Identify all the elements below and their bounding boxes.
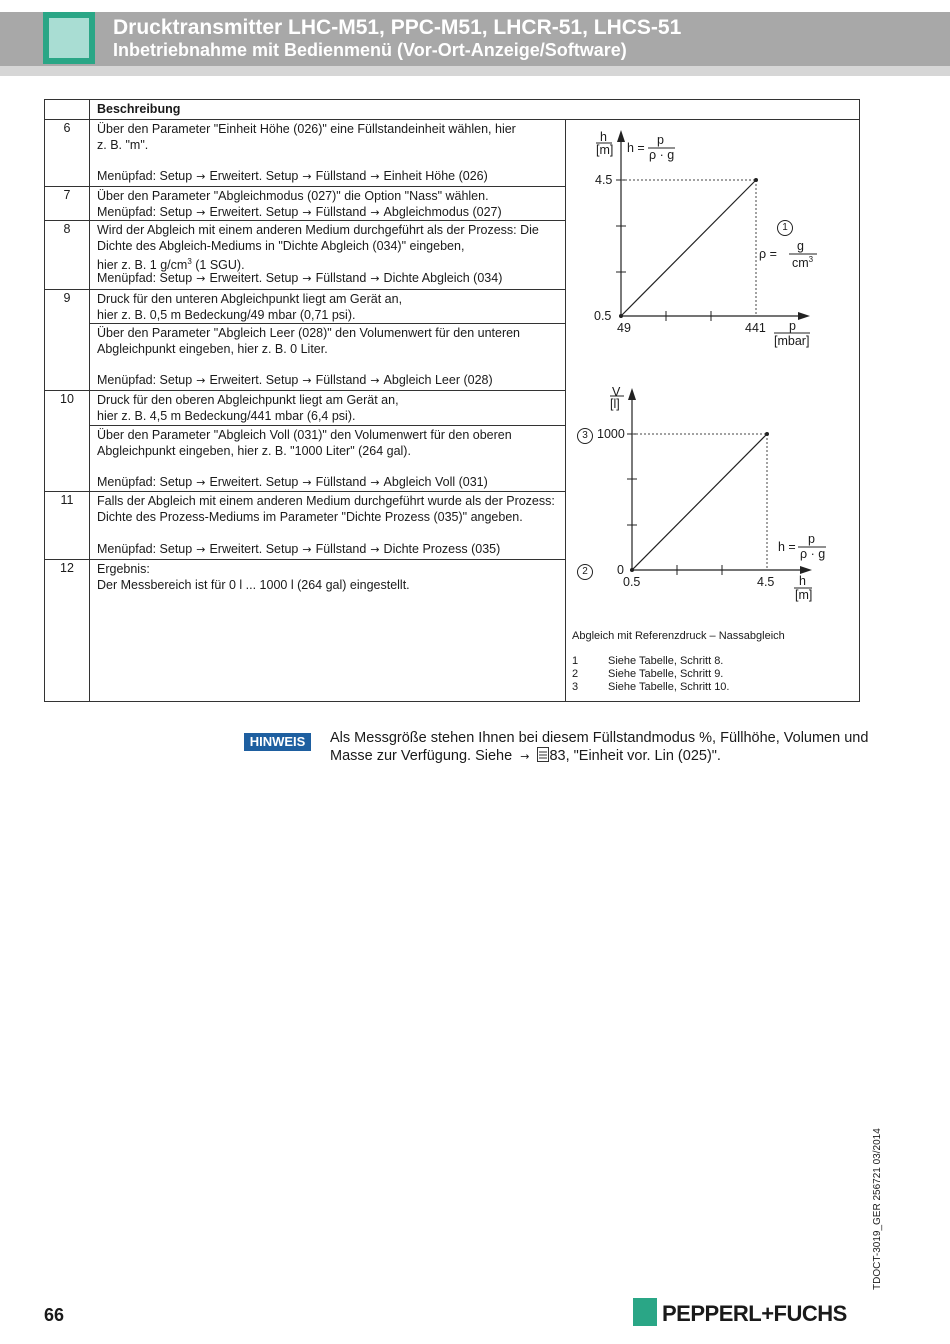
chart2-y-tick: 0 — [617, 563, 624, 577]
arrow-right-icon: → — [196, 476, 206, 489]
chart2-formula-den: ρ · g — [800, 547, 826, 561]
arrow-right-icon: → — [196, 272, 206, 285]
arrow-right-icon: → — [370, 476, 380, 489]
legend-number: 3 — [572, 681, 579, 693]
chart1-point — [619, 314, 623, 318]
chart1-x-unit: [mbar] — [774, 334, 810, 348]
arrow-right-icon: → — [302, 170, 312, 183]
chart1-x-arrow — [798, 312, 810, 320]
note-badge: HINWEIS — [244, 733, 311, 751]
arrow-right-icon: → — [302, 272, 312, 285]
arrow-right-icon: → — [370, 206, 380, 219]
chart1-formula-num: p — [657, 133, 664, 147]
arrow-right-icon: → — [302, 206, 312, 219]
chart1-y-arrow — [617, 130, 625, 142]
step-text: Über den Parameter "Abgleich Leer (028)" den Volumenwert für den unteren — [97, 326, 521, 340]
chart2-y-tick: 1000 — [597, 427, 625, 441]
arrow-right-icon: → — [370, 272, 380, 285]
arrow-right-icon: → — [196, 543, 206, 556]
step-number: 11 — [60, 493, 74, 507]
step-text: Druck für den oberen Abgleichpunkt liegt am Gerät an, — [97, 393, 399, 407]
step-text: Der Messbereich ist für 0 l ... 1000 l (264 gal) eingestellt. — [97, 578, 410, 592]
arrow-right-icon: → — [302, 476, 312, 489]
arrow-right-icon: → — [196, 170, 206, 183]
chart2-formula-num: p — [808, 532, 815, 546]
chart1-y-label: h — [600, 130, 607, 144]
chart1-formula-lhs: h = — [627, 141, 645, 155]
marker-1: 1 — [777, 219, 793, 236]
legend-number: 2 — [572, 668, 579, 680]
step-text: Wird der Abgleich mit einem anderen Medium durchgeführt als der Prozess: Die — [97, 223, 539, 237]
menu-path: Menüpfad: Setup → Erweitert. Setup → Füllstand → Dichte Abgleich (034) — [97, 271, 503, 285]
chart2-x-unit: [m] — [795, 588, 813, 602]
chart2-x-tick: 4.5 — [757, 575, 775, 589]
rho-num: g — [797, 239, 804, 253]
step-text: hier z. B. 0,5 m Bedeckung/49 mbar (0,71 psi). — [97, 308, 356, 322]
figure-caption: Abgleich mit Referenzdruck – Nassabgleich — [572, 630, 785, 642]
chart1-y-tick: 4.5 — [595, 173, 613, 187]
menu-path: Menüpfad: Setup → Erweitert. Setup → Füllstand → Dichte Prozess (035) — [97, 542, 501, 556]
chart1-point — [754, 178, 758, 182]
brand-mark-icon — [633, 1298, 657, 1326]
menu-path: Menüpfad: Setup → Erweitert. Setup → Füllstand → Einheit Höhe (026) — [97, 169, 488, 183]
menu-path: Menüpfad: Setup → Erweitert. Setup → Füllstand → Abgleich Leer (028) — [97, 373, 493, 387]
step-number: 8 — [63, 222, 71, 236]
step-text: hier z. B. 4,5 m Bedeckung/441 mbar (6,4 psi). — [97, 409, 356, 423]
arrow-right-icon: → — [302, 543, 312, 556]
step-text: Abgleichpunkt eingeben, hier z. B. "1000 Liter" (264 gal). — [97, 444, 411, 458]
chart1-x-tick: 49 — [617, 321, 631, 335]
chart2-point — [630, 568, 634, 572]
chart2-x-arrow — [800, 566, 812, 574]
marker-2: 2 — [577, 563, 593, 580]
chart2-line — [632, 434, 767, 570]
chart2-x-tick: 0.5 — [623, 575, 641, 589]
chart2-formula-lhs: h = — [778, 540, 796, 554]
arrow-right-icon: → — [196, 206, 206, 219]
arrow-right-icon: → — [370, 170, 380, 183]
step-number: 7 — [63, 188, 71, 202]
legend-text: Siehe Tabelle, Schritt 8. — [608, 655, 724, 667]
document-page-icon — [537, 747, 549, 762]
step-text: z. B. "m". — [97, 138, 149, 152]
chart2-y-label: V — [612, 385, 621, 399]
document-code: TDOCT-3019_GER 256721 03/2014 — [872, 1128, 883, 1290]
arrow-right-icon: → — [520, 750, 530, 763]
chart2-point — [765, 432, 769, 436]
chart2-x-label: h — [799, 574, 806, 588]
column-header: Beschreibung — [97, 102, 181, 116]
arrow-right-icon: → — [196, 374, 206, 387]
step-text: Dichte des Abgleich-Mediums in "Dichte Abgleich (034)" eingeben, — [97, 239, 465, 253]
step-text: Druck für den unteren Abgleichpunkt liegt am Gerät an, — [97, 292, 403, 306]
chart1-x-tick: 441 — [745, 321, 766, 335]
arrow-right-icon: → — [302, 374, 312, 387]
chart2-y-unit: [l] — [610, 397, 620, 411]
chart1-formula-den: ρ · g — [649, 148, 675, 162]
rho-den: $cm^3$ — [792, 255, 814, 271]
step-text: Über den Parameter "Abgleich Voll (031)" den Volumenwert für den oberen — [97, 428, 512, 442]
step-text: Über den Parameter "Abgleichmodus (027)" die Option "Nass" wählen. — [97, 189, 489, 203]
legend-number: 1 — [572, 655, 579, 667]
menu-path: Menüpfad: Setup → Erweitert. Setup → Füllstand → Abgleichmodus (027) — [97, 205, 502, 219]
chart1-x-label: p — [789, 319, 796, 333]
step-number: 10 — [60, 392, 74, 406]
rho-lhs: ρ = — [759, 247, 777, 261]
page-number: 66 — [44, 1305, 65, 1325]
chart2-y-arrow — [628, 388, 636, 400]
step-text: Ergebnis: — [97, 562, 150, 576]
step-number: 6 — [63, 121, 71, 135]
step-number: 9 — [63, 291, 71, 305]
page-subtitle: Inbetriebnahme mit Bedienmenü (Vor-Ort-Anzeige/Software) — [113, 40, 627, 60]
arrow-right-icon: → — [370, 374, 380, 387]
marker-3: 3 — [577, 427, 593, 444]
arrow-right-icon: → — [370, 543, 380, 556]
note-text: Als Messgröße stehen Ihnen bei diesem Füllstandmodus %, Füllhöhe, Volumen und Masse zur Verfügung. Siehe → 83, "Einheit vor. Lin (025)". — [330, 730, 869, 764]
step-text: Dichte des Prozess-Mediums im Parameter "Dichte Prozess (035)" angeben. — [97, 510, 523, 524]
step-text: Abgleichpunkt eingeben, hier z. B. 0 Liter. — [97, 342, 328, 356]
legend-text: Siehe Tabelle, Schritt 9. — [608, 668, 724, 680]
chart1-line — [621, 180, 756, 316]
step-text: Über den Parameter "Einheit Höhe (026)" eine Füllstandeinheit wählen, hier — [97, 122, 516, 136]
legend-text: Siehe Tabelle, Schritt 10. — [608, 681, 730, 693]
chart1-y-unit: [m] — [596, 143, 614, 157]
step-text: hier z. B. 1 $g/cm^3$ (1 SGU). — [97, 257, 245, 273]
step-number: 12 — [60, 561, 74, 575]
page-title: Drucktransmitter LHC-M51, PPC-M51, LHCR-51, LHCS-51 — [113, 16, 682, 39]
step-text: Falls der Abgleich mit einem anderen Medium durchgeführt wurde als der Prozess: — [97, 494, 555, 508]
menu-path: Menüpfad: Setup → Erweitert. Setup → Füllstand → Abgleich Voll (031) — [97, 475, 488, 489]
chart1-y-tick: 0.5 — [594, 309, 612, 323]
